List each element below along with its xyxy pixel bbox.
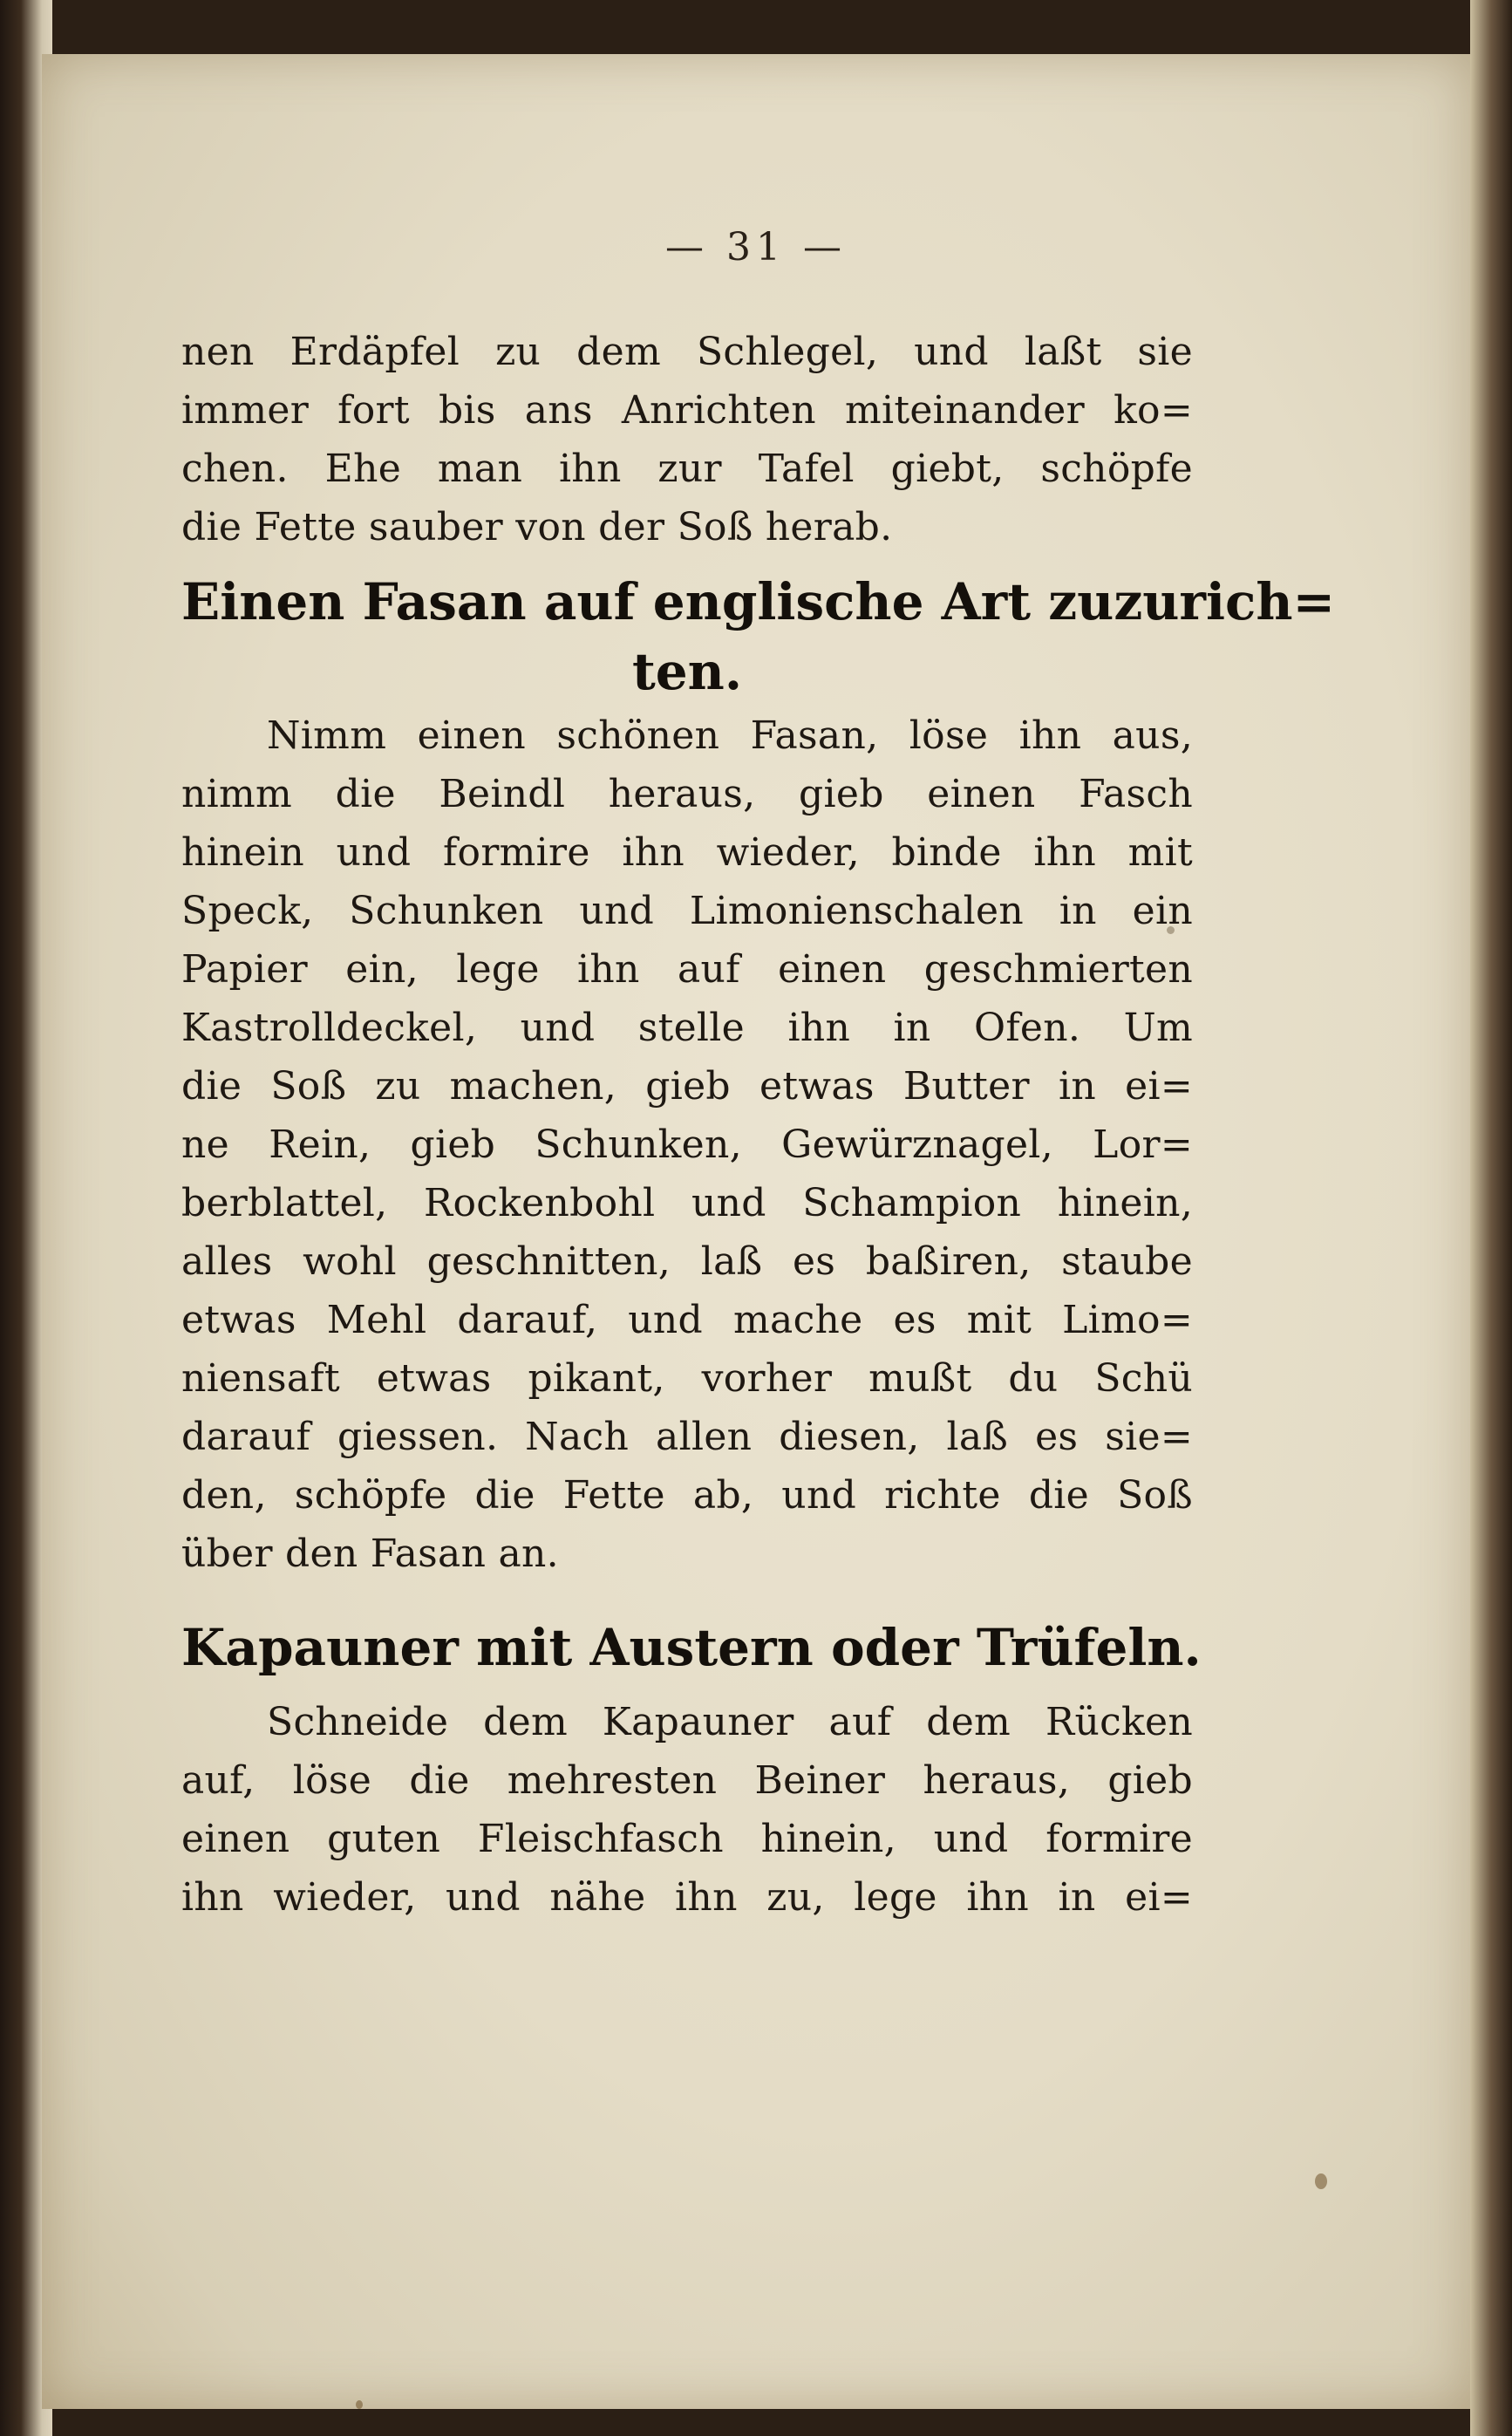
text-line: nimm die Beindl heraus, gieb einen Fasch — [181, 772, 1193, 816]
text-line: ihn wieder, und nähe ihn zu, lege ihn in ei= — [181, 1875, 1193, 1920]
text-line: alles wohl geschnitten, laß es baßiren, staube — [181, 1239, 1193, 1284]
text-line: Speck, Schunken und Limonienschalen in ein — [181, 889, 1193, 933]
text-line: Papier ein, lege ihn auf einen geschmierten — [181, 947, 1193, 992]
text-line: berblattel, Rockenbohl und Schampion hinein, — [181, 1181, 1193, 1225]
text-line: Kastrolldeckel, und stelle ihn in Ofen. Um — [181, 1006, 1193, 1050]
text-line: nen Erdäpfel zu dem Schlegel, und laßt sie — [181, 330, 1193, 374]
text-line: hinein und formire ihn wieder, binde ihn mit — [181, 830, 1193, 875]
text-line: den, schöpfe die Fette ab, und richte die Soß — [181, 1473, 1193, 1518]
text-line: Schneide dem Kapauner auf dem Rücken — [267, 1700, 1193, 1744]
recipe-paragraph-kapauner — [181, 1693, 1193, 1927]
text-line: immer fort bis ans Anrichten miteinander ko= — [181, 388, 1193, 433]
page-text — [181, 323, 1336, 1927]
text-line: die Fette sauber von der Soß herab. — [181, 505, 893, 549]
paper-stain — [1315, 2173, 1327, 2189]
text-line: etwas Mehl darauf, und mache es mit Limo= — [181, 1298, 1193, 1342]
text-line: ne Rein, gieb Schunken, Gewürznagel, Lor= — [181, 1122, 1193, 1167]
section-heading-fasan — [181, 567, 1336, 706]
page-edge — [1470, 0, 1512, 2436]
text-line: über den Fasan an. — [181, 1532, 559, 1576]
text-line: die Soß zu machen, gieb etwas Butter in ei= — [181, 1064, 1193, 1109]
paper-stain — [356, 2400, 363, 2409]
recipe-paragraph-fasan — [181, 706, 1193, 1583]
text-line: auf, löse die mehresten Beiner heraus, gieb — [181, 1758, 1193, 1803]
text-line: chen. Ehe man ihn zur Tafel giebt, schöpfe — [181, 447, 1193, 491]
intro-paragraph — [181, 323, 1193, 556]
heading-line: ten. — [631, 642, 743, 701]
text-line: niensaft etwas pikant, vorher mußt du Schü — [181, 1356, 1193, 1401]
text-line: einen guten Fleischfasch hinein, und formire — [181, 1817, 1193, 1861]
text-line: darauf giessen. Nach allen diesen, laß es sie= — [181, 1415, 1193, 1459]
text-line: Nimm einen schönen Fasan, löse ihn aus, — [267, 713, 1193, 758]
page-number: — 31 — — [665, 225, 847, 270]
heading-line: Einen Fasan auf englische Art zuzurich= — [181, 572, 1336, 631]
section-heading-kapauner: Kapauner mit Austern oder Trüfeln. — [181, 1618, 1202, 1677]
